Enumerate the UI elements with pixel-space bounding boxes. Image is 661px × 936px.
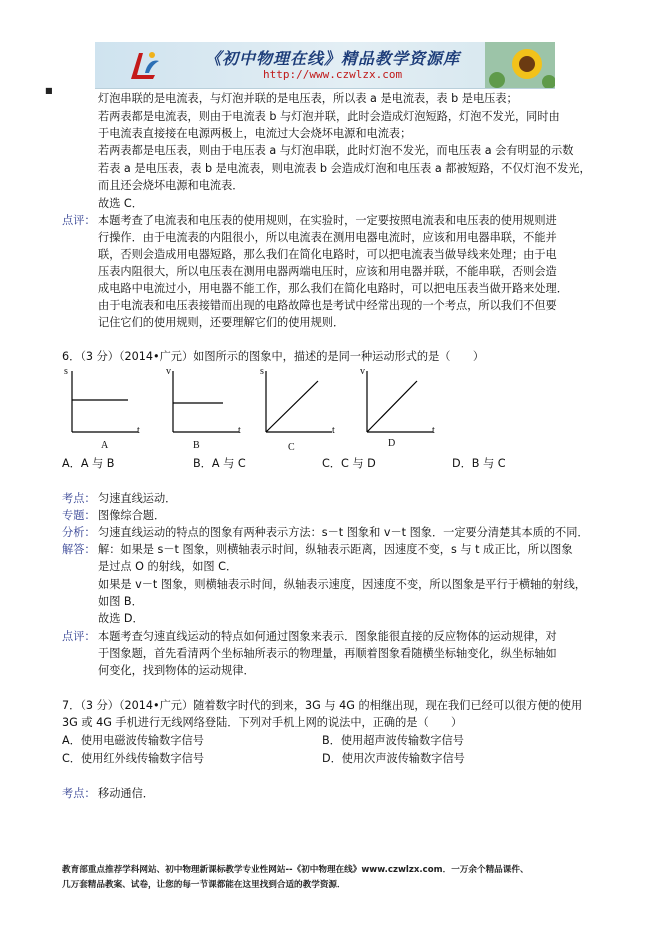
dianping-label: 点评：: [62, 630, 96, 643]
option-d[interactable]: D．使用次声波传输数字信号: [322, 752, 465, 765]
dianping-line: 于图象题，首先看清两个坐标轴所表示的物理量，再顺着图象看随横坐标轴变化，纵坐标轴如: [98, 647, 557, 660]
graph-b-x-label: t: [238, 425, 241, 436]
dianping-line: 本题考查匀速直线运动的特点如何通过图象来表示．图象能很直接的反应物体的运动规律，对: [98, 630, 557, 643]
zhuanti-label: 专题：: [62, 509, 96, 522]
review-line: 记住它们的使用规则，还要理解它们的使用规则．: [98, 316, 345, 329]
option-d[interactable]: D．B 与 C: [452, 457, 506, 470]
review-line: 压表内阻很大，所以电压表在测用电器两端电压时，应该和用电器并联，不能串联，否则会造: [98, 265, 557, 278]
graph-c: [258, 367, 338, 442]
kaodian-label: 考点：: [62, 492, 96, 505]
option-b[interactable]: B．A 与 C: [193, 457, 246, 470]
option-b[interactable]: B．使用超声波传输数字信号: [322, 734, 464, 747]
option-c[interactable]: C．使用红外线传输数字信号: [62, 752, 205, 765]
body-line: 于电流表直接接在电源两极上，电流过大会烧坏电源和电流表；: [98, 127, 412, 140]
graph-a-name: A: [101, 440, 109, 451]
body-line: 若表 a 是电压表，表 b 是电流表，则电流表 b 会造成灯泡和电压表 a 都被短路，不仅灯泡不发光，: [98, 162, 591, 175]
graph-c-x-label: t: [332, 425, 335, 436]
graph-b-plot: [165, 367, 245, 442]
footer-line: 教育部重点推荐学科网站、初中物理新课标教学专业性网站--《初中物理在线》www.czwlzx.com．一万余个精品课件、: [62, 865, 529, 875]
dianping-line: 何变化，找到物体的运动规律．: [98, 664, 255, 677]
header-title: 《初中物理在线》精品教学资源库: [205, 49, 461, 68]
review-line: 行操作．由于电流表的内阻很小，所以电流表在测用电器电流时，应该和用电器串联，不能并: [98, 231, 557, 244]
graph-c-name: C: [288, 442, 295, 453]
jieda-line: 是过点 O 的射线，如图 C．: [98, 560, 238, 573]
graph-d-name: D: [388, 438, 396, 449]
jieda-line: 如果是 v－t 图象，则横轴表示时间，纵轴表示速度，因速度不变，所以图象是平行于横轴的射线，: [98, 578, 586, 591]
logo-icon: [125, 45, 165, 85]
graph-b: [165, 367, 245, 442]
header-url[interactable]: http://www.czwlzx.com: [263, 68, 403, 81]
body-line: 若两表都是电压表，则由于电压表 a 与灯泡串联，此时灯泡不发光，而电压表 a 会有明显的示数: [98, 144, 574, 157]
body-line: 灯泡串联的是电流表，与灯泡并联的是电压表，所以表 a 是电流表，表 b 是电压表；: [98, 92, 518, 105]
header-banner: [95, 42, 555, 89]
kaodian-text: 匀速直线运动．: [98, 492, 177, 505]
review-line: 由于电流表和电压表接错而出现的电路故障也是考试中经常出现的一个考点，所以我们不但要: [98, 299, 557, 312]
page-footer: [62, 863, 622, 893]
kaodian-label: 考点：: [62, 787, 96, 800]
review-line: 本题考查了电流表和电压表的使用规则，在实验时，一定要按照电流表和电压表的使用规则进: [98, 214, 557, 227]
graph-b-y-label: v: [166, 366, 171, 377]
graph-a-plot: [64, 367, 144, 442]
kaodian-text: 移动通信．: [98, 787, 154, 800]
option-a[interactable]: A．使用电磁波传输数字信号: [62, 734, 204, 747]
graph-c-y-label: s: [260, 366, 264, 377]
bullet-marker: ■: [45, 86, 53, 95]
body-line: 若两表都是电流表，则由于电流表 b 与灯泡并联，此时会造成灯泡短路，灯泡不发光，同时由: [98, 110, 560, 123]
zhuanti-text: 图像综合题．: [98, 509, 166, 522]
option-c[interactable]: C．C 与 D: [322, 457, 376, 470]
body-line: 故选 C．: [98, 197, 143, 210]
graph-c-plot: [258, 367, 338, 442]
question-7-stem: 3G 或 4G 手机进行无线网络登陆．下列对手机上网的说法中，正确的是（ ）: [62, 716, 463, 729]
jieda-line: 故选 D．: [98, 612, 144, 625]
graph-a-x-label: t: [137, 425, 140, 436]
graph-d-y-label: v: [360, 366, 365, 377]
review-line: 成电路中电流过小，用电器不能工作，那么我们在简化电路时，可以把电压表当做开路来处理．: [98, 282, 568, 295]
question-6-stem: 6．（3 分）（2014•广元）如图所示的图象中，描述的是同一种运动形式的是（ ）: [62, 350, 485, 363]
jieda-line: 如图 B．: [98, 595, 143, 608]
jieda-label: 解答：: [62, 543, 96, 556]
footer-line: 几万套精品教案、试卷，让您的每一节课都能在这里找到合适的教学资源．: [62, 880, 346, 890]
jieda-line: 解：如果是 s－t 图象，则横轴表示时间，纵轴表示距离，因速度不变，s 与 t 成正比，所以图象: [98, 543, 573, 556]
review-label: 点评：: [62, 214, 96, 227]
graph-a: [64, 367, 144, 442]
option-a[interactable]: A．A 与 B: [62, 457, 115, 470]
fenxi-text: 匀速直线运动的特点的图象有两种表示方法：s－t 图象和 v－t 图象．一定要分清楚其本质的不同．: [98, 526, 589, 539]
graph-d: [359, 367, 439, 442]
sunflower-icon: [485, 42, 555, 88]
fenxi-label: 分析：: [62, 526, 96, 539]
question-7-stem: 7．（3 分）（2014•广元）随着数字时代的到来，3G 与 4G 的相继出现，现在我们已经可以很方便的使用: [62, 699, 583, 712]
graph-a-y-label: s: [64, 366, 68, 377]
graph-d-x-label: t: [432, 425, 435, 436]
graph-b-name: B: [193, 440, 200, 451]
graph-d-plot: [359, 367, 439, 442]
body-line: 而且还会烧坏电源和电流表．: [98, 179, 244, 192]
review-line: 联，否则会造成用电器短路，那么我们在简化电路时，可以把电流表当做导线来处理；由于电: [98, 248, 557, 261]
